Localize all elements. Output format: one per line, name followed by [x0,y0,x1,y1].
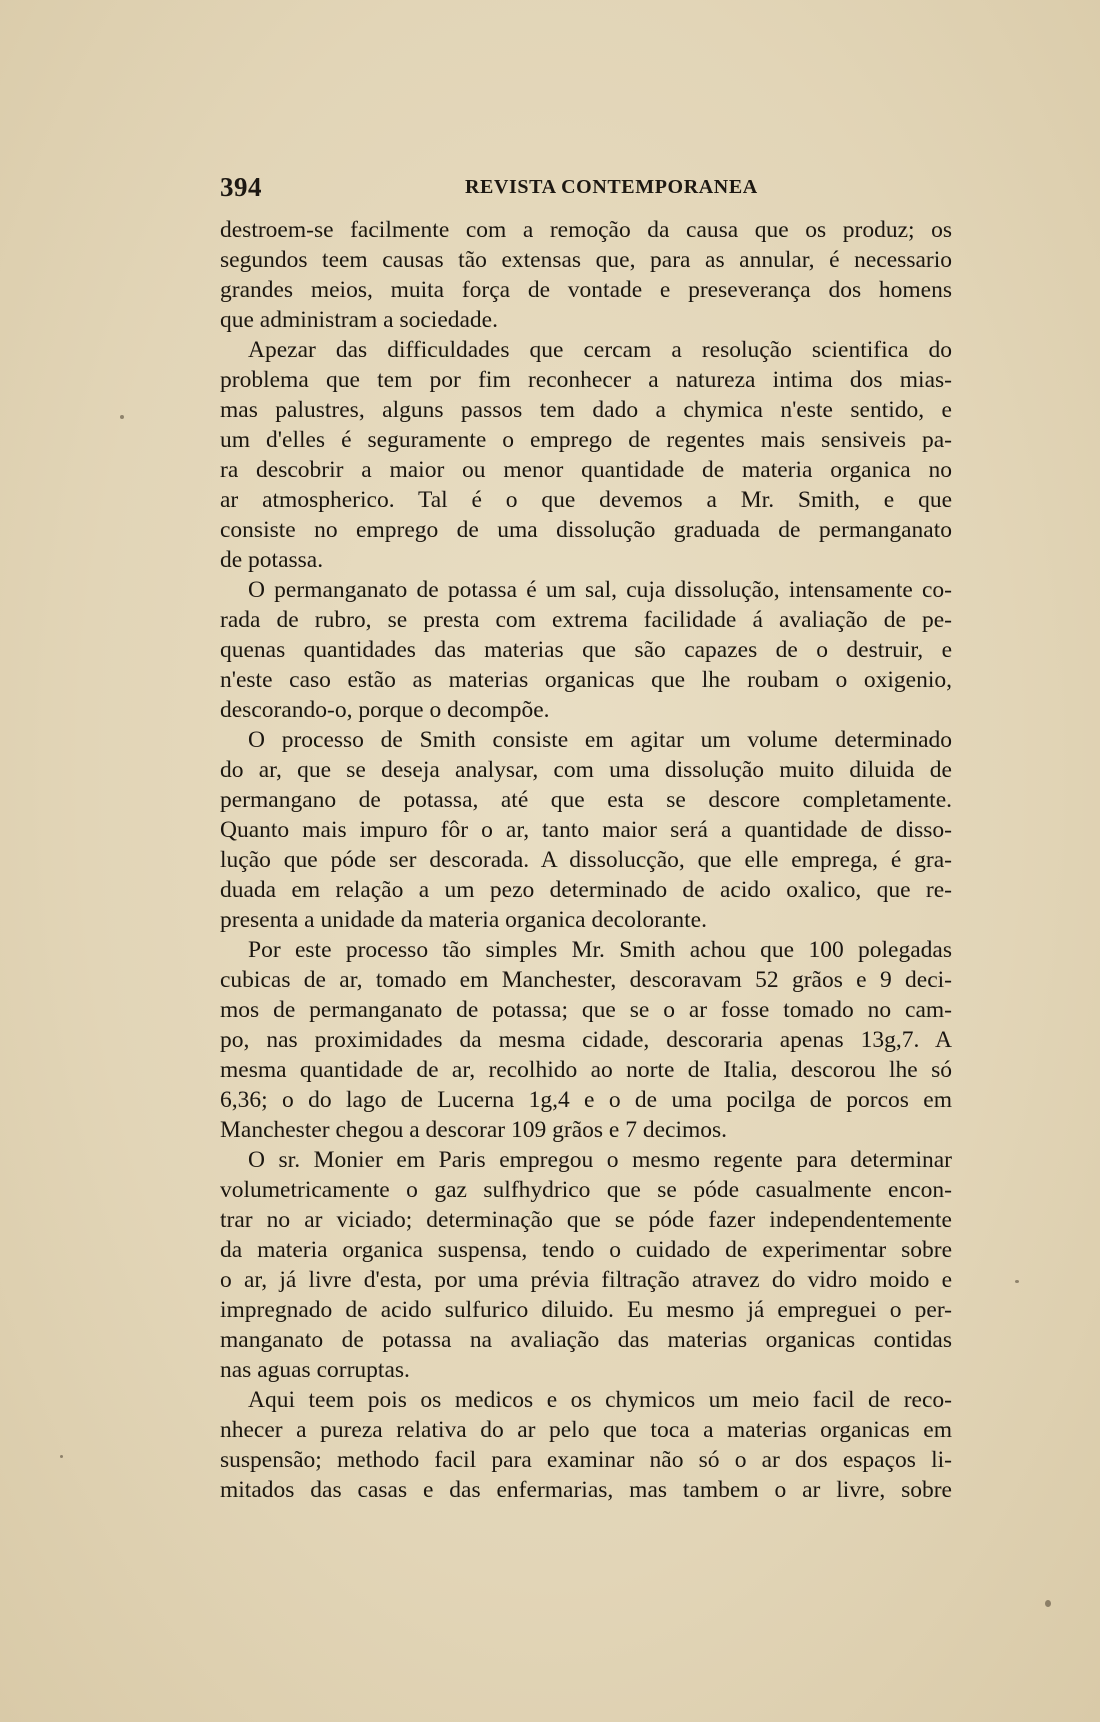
text-line: que administram a sociedade. [220,307,498,333]
text-line: nhecer a pureza relativa do ar pelo que toca a materias organicas em [220,1417,952,1443]
text-line: O permanganato de potassa é um sal, cuja dissolução, intensamente co- [248,577,952,603]
text-line: O processo de Smith consiste em agitar um volume determinado [248,727,952,753]
page-number: 394 [220,172,262,202]
text-line: Por este processo tão simples Mr. Smith achou que 100 polegadas [248,937,952,963]
text-line: problema que tem por fim reconhecer a natureza intima dos mias- [220,367,952,393]
text-line: Apezar das difficuldades que cercam a resolução scientifica do [248,337,952,363]
running-head: REVISTA CONTEMPORANEA [465,176,758,198]
text-line: consiste no emprego de uma dissolução graduada de permanganato [220,517,952,543]
text-line: grandes meios, muita força de vontade e preseverança dos homens [220,277,952,303]
text-line: da materia organica suspensa, tendo o cuidado de experimentar sobre [220,1237,952,1263]
text-line: ra descobrir a maior ou menor quantidade de materia organica no [220,457,952,483]
text-line: de potassa. [220,547,324,573]
text-line: do ar, que se deseja analysar, com uma dissolução muito diluida de [220,757,952,783]
text-line: mas palustres, alguns passos tem dado a chymica n'este sentido, e [220,397,952,423]
text-line: lução que póde ser descorada. A dissolucção, que elle emprega, é gra- [220,847,952,873]
text-line: o ar, já livre d'esta, por uma prévia filtração atravez do vidro moido e [220,1267,952,1293]
text-line: n'este caso estão as materias organicas que lhe roubam o oxigenio, [220,667,952,693]
text-line: mos de permanganato de potassa; que se o ar fosse tomado no cam- [220,997,952,1023]
text-line: duada em relação a um pezo determinado de acido oxalico, que re- [220,877,952,903]
text-line: trar no ar viciado; determinação que se póde fazer independentemente [220,1207,952,1233]
text-line: segundos teem causas tão extensas que, para as annular, é necessario [220,247,952,273]
page-header [220,172,952,202]
paper-speck [1045,1600,1051,1607]
text-line: quenas quantidades das materias que são capazes de o destruir, e [220,637,952,663]
text-line: mitados das casas e das enfermarias, mas tambem o ar livre, sobre [220,1477,952,1503]
text-line: ar atmospherico. Tal é o que devemos a Mr. Smith, e que [220,487,952,513]
text-line: 6,36; o do lago de Lucerna 1g,4 e o de uma pocilga de porcos em [220,1087,952,1113]
text-line: Manchester chegou a descorar 109 grãos e 7 decimos. [220,1117,728,1143]
text-line: um d'elles é seguramente o emprego de regentes mais sensiveis pa- [220,427,952,453]
text-line: permangano de potassa, até que esta se descore completamente. [220,787,952,813]
paper-speck [60,1455,63,1458]
text-line: O sr. Monier em Paris empregou o mesmo regente para determinar [248,1147,952,1173]
text-line: volumetricamente o gaz sulfhydrico que se póde casualmente encon- [220,1177,952,1203]
text-line: impregnado de acido sulfurico diluido. Eu mesmo já empreguei o per- [220,1297,952,1323]
body-text [220,215,952,1505]
text-line: suspensão; methodo facil para examinar não só o ar dos espaços li- [220,1447,952,1473]
paper-speck [120,415,124,419]
text-line: nas aguas corruptas. [220,1357,410,1383]
text-line: destroem-se facilmente com a remoção da causa que os produz; os [220,217,952,243]
text-line: po, nas proximidades da mesma cidade, descoraria apenas 13g,7. A [220,1027,952,1053]
text-line: mesma quantidade de ar, recolhido ao norte de Italia, descorou lhe só [220,1057,952,1083]
text-line: Quanto mais impuro fôr o ar, tanto maior será a quantidade de disso- [220,817,952,843]
text-line: cubicas de ar, tomado em Manchester, descoravam 52 grãos e 9 deci- [220,967,952,993]
text-line: descorando-o, porque o decompõe. [220,697,550,723]
text-line: rada de rubro, se presta com extrema facilidade á avaliação de pe- [220,607,952,633]
paper-speck [1015,1280,1019,1283]
text-line: Aqui teem pois os medicos e os chymicos um meio facil de reco- [248,1387,952,1413]
text-line: presenta a unidade da materia organica decolorante. [220,907,707,933]
text-line: manganato de potassa na avaliação das materias organicas contidas [220,1327,952,1353]
